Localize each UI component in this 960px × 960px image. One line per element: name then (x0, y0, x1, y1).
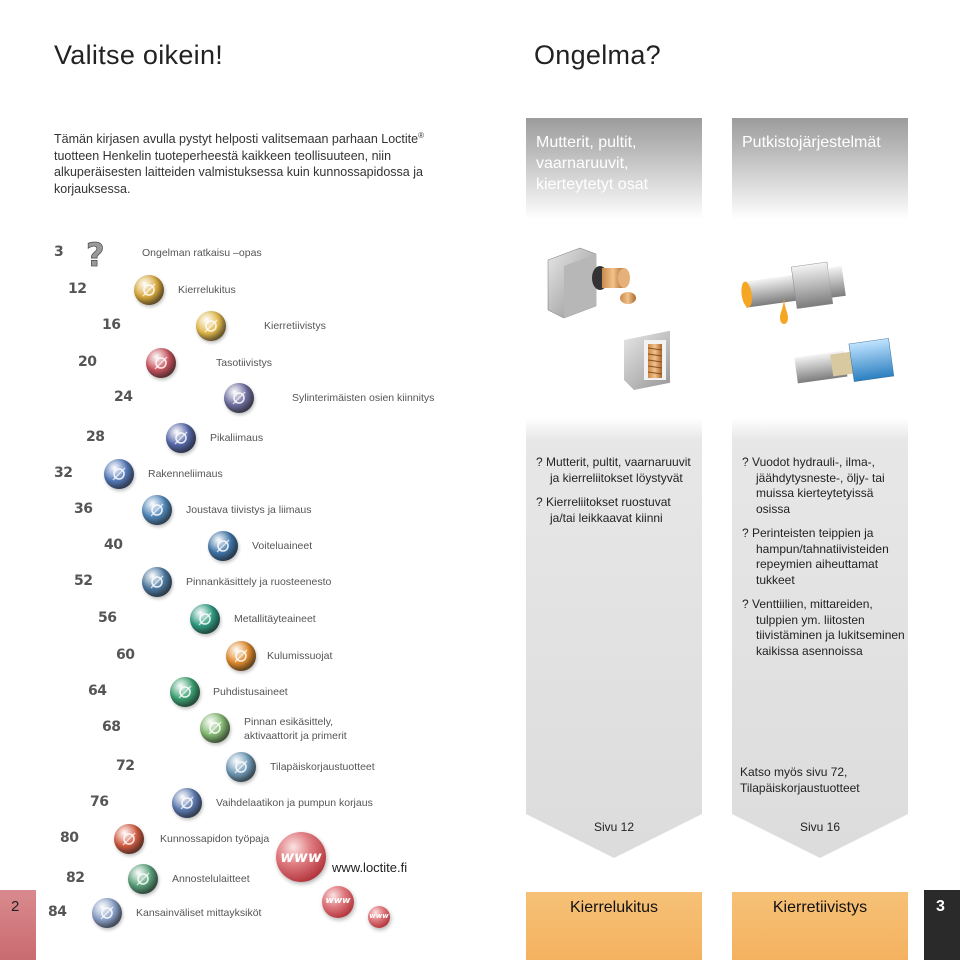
ruler-icon (92, 898, 122, 928)
page-number-right: 3 (936, 898, 945, 915)
clean-icon (170, 677, 200, 707)
solution-label: Kierretiivistys (772, 899, 868, 916)
topic-page-number: 64 (88, 683, 107, 699)
page-reference-piping[interactable]: Sivu 16 (800, 820, 841, 834)
topic-label: Kierretiivistys (264, 320, 326, 332)
page-number-tab-left (0, 890, 36, 960)
pipe-thread-icon (196, 311, 226, 341)
column-header-fasteners (526, 118, 702, 220)
right-page-title: Ongelma? (534, 40, 661, 70)
gear-icon (172, 788, 202, 818)
workshop-icon (114, 824, 144, 854)
www-icon-text-tiny: www (369, 912, 389, 920)
topic-page-number: 52 (74, 573, 93, 589)
drop-icon (166, 423, 196, 453)
header-line-1: Putkistojärjestelmät (742, 134, 881, 151)
topic-label: Kierrelukitus (178, 284, 236, 296)
page-number-tab-right (924, 890, 960, 960)
problem-item: ? Perinteisten teippien ja hampun/tahnatiivisteiden repeymien aiheuttamat tukkeet (742, 526, 889, 587)
intro-text: Tämän kirjasen avulla pystyt helposti valitsemaan parhaan Loctite (54, 132, 419, 147)
topic-page-number: 56 (98, 610, 117, 626)
topic-label: Voiteluaineet (252, 540, 313, 552)
topic-label: Kunnossapidon työpaja (160, 833, 270, 845)
topic-page-number: 72 (116, 758, 135, 774)
topic-label: Ongelman ratkaisu –opas (142, 247, 262, 259)
problem-item: ? Mutterit, pultit, vaarnaruuvit ja kierreliitokset löystyvät (536, 455, 691, 485)
primer-icon (200, 713, 230, 743)
nut-bolt-illustration (540, 240, 670, 390)
topic-page-number: 3 (54, 244, 64, 260)
fastener-problems-list (534, 455, 698, 535)
page-number-left: 2 (11, 898, 20, 915)
see-also-note: Katso myös sivu 72, Tilapäiskorjaustuotteet (740, 765, 860, 795)
problem-item: ? Kierreliitokset ruostuvat ja/tai leikkaavat kiinni (536, 495, 671, 525)
topic-label: Puhdistusaineet (213, 686, 288, 698)
shield-icon (142, 567, 172, 597)
filler-icon (190, 604, 220, 634)
topic-page-number: 60 (116, 647, 135, 663)
intro-text-continued: tuotteen Henkelin tuoteperheestä kaikkeen teollisuuteen, niin alkuperäisesten laitteiden valmistuksessa kuin kunnossapidossa ja korjauksessa. (54, 148, 423, 196)
www-globe-icon-tiny (368, 906, 390, 928)
problem-item: ? Venttiilien, mittareiden, tulppien ym. liitosten tiivistäminen ja lukitseminen kaikissa asennoissa (742, 597, 905, 658)
structure-icon (104, 459, 134, 489)
topic-page-number: 28 (86, 429, 105, 445)
flex-icon (142, 495, 172, 525)
www-icon-text-small: www (325, 896, 351, 906)
topic-page-number: 20 (78, 354, 97, 370)
svg-text:?: ? (86, 236, 105, 270)
topic-page-number: 24 (114, 389, 133, 405)
topic-page-number: 76 (90, 794, 109, 810)
www-icon-text: www (280, 848, 322, 866)
topic-label: Pikaliimaus (210, 432, 264, 444)
topic-page-number: 68 (102, 719, 121, 735)
topic-label: Tasotiivistys (216, 357, 273, 369)
solution-label: Kierrelukitus (569, 899, 659, 916)
website-link[interactable]: www.loctite.fi (332, 860, 408, 875)
topic-label: Tilapäiskorjaustuotteet (270, 761, 375, 773)
left-page-title: Valitse oikein! (54, 40, 224, 70)
problem-item: ? Vuodot hydrauli-, ilma-, jäähdytysneste-, öljy- tai muissa kierteytetyissä osissa (742, 455, 885, 516)
column-header-piping-text (742, 132, 881, 153)
header-line-3: kierteytetyt osat (536, 176, 649, 193)
solution-box-threadlocking[interactable] (526, 892, 702, 960)
topic-label: Joustava tiivistys ja liimaus (186, 504, 312, 516)
dispenser-icon (128, 864, 158, 894)
topic-page-number: 32 (54, 465, 73, 481)
topic-page-number: 82 (66, 870, 85, 886)
topic-label: Pinnankäsittely ja ruosteenesto (186, 576, 332, 588)
topic-label: Rakenneliimaus (148, 468, 223, 480)
header-line-1: Mutterit, pultit, (536, 134, 637, 151)
topic-label: Vaihdelaatikon ja pumpun korjaus (216, 797, 373, 809)
bolt-icon (134, 275, 164, 305)
topic-page-number: 80 (60, 830, 79, 846)
topic-page-number: 40 (104, 537, 123, 553)
page-reference-fasteners[interactable]: Sivu 12 (594, 820, 635, 834)
header-line-2: vaarnaruuvit, (536, 155, 629, 172)
topic-label: Pinnan esikäsittely, aktivaattorit ja primerit (244, 716, 347, 742)
intro-paragraph (54, 128, 426, 197)
topic-page-number: 12 (68, 281, 87, 297)
column-header-piping (732, 118, 908, 220)
www-globe-icon-small (322, 886, 354, 918)
www-globe-icon (276, 832, 326, 882)
solution-box-threadsealing[interactable] (732, 892, 908, 960)
column-header-fasteners-text (536, 132, 648, 195)
pipe-fittings-illustration (740, 256, 900, 396)
flange-icon (146, 348, 176, 378)
topic-label: Sylinterimäisten osien kiinnitys (292, 392, 435, 404)
topic-label: Annostelulaitteet (172, 873, 250, 885)
topic-page-number: 36 (74, 501, 93, 517)
wear-icon (226, 641, 256, 671)
topic-label: Kulumissuojat (267, 650, 333, 662)
piping-problems-list (740, 455, 908, 668)
oil-icon (208, 531, 238, 561)
topic-label: Metallitäyteaineet (234, 613, 316, 625)
registered-mark: ® (418, 131, 424, 140)
topic-page-number: 16 (102, 317, 121, 333)
question-icon (84, 238, 114, 268)
bearing-icon (224, 383, 254, 413)
topic-label: Kansainväliset mittayksiköt (136, 907, 262, 919)
repair-icon (226, 752, 256, 782)
topic-page-number: 84 (48, 904, 67, 920)
